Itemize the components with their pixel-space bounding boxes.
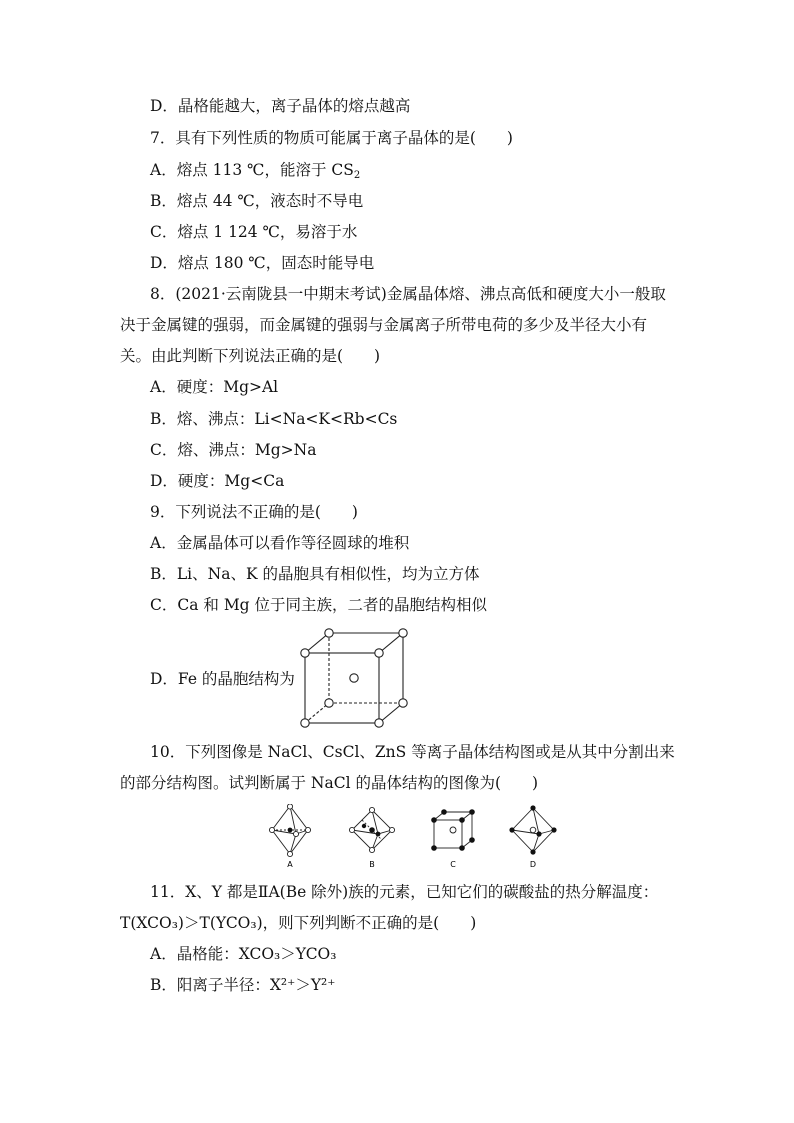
structure-figure-b (348, 804, 396, 870)
structure-figure-a (268, 804, 314, 870)
q11-option-a: A．晶格能：XCO₃＞YCO₃ (150, 945, 337, 963)
q9-option-d: D．Fe 的晶胞结构为 (150, 670, 295, 688)
q7-option-d: D．熔点 180 ℃，固态时能导电 (150, 254, 375, 272)
q8-stem-line3: 关。由此判断下列说法正确的是( ) (120, 347, 381, 365)
q8-option-a: A．硬度：Mg>Al (150, 378, 279, 396)
figure-label-b: B (369, 860, 375, 869)
q6-option-d: D．晶格能越大，离子晶体的熔点越高 (150, 97, 411, 115)
q11-stem-line1: 11．X、Y 都是ⅡA(Be 除外)族的元素，已知它们的碳酸盐的热分解温度： (150, 883, 659, 901)
figure-label-c: C (450, 860, 456, 869)
figure-label-a: A (287, 860, 293, 869)
q8-stem-line1: 8．(2021·云南陇县一中期末考试)金属晶体熔、沸点高低和硬度大小一般取 (150, 285, 666, 303)
q9-option-a: A．金属晶体可以看作等径圆球的堆积 (150, 534, 410, 552)
subscript: 2 (353, 170, 361, 181)
q7-option-b: B．熔点 44 ℃，液态时不导电 (150, 192, 364, 210)
q8-option-d: D．硬度：Mg<Ca (150, 472, 285, 490)
bcc-cube-figure (295, 625, 413, 733)
q8-option-b: B．熔、沸点：Li<Na<K<Rb<Cs (150, 410, 398, 428)
q9-stem: 9．下列说法不正确的是( ) (150, 503, 358, 521)
figure-label-d: D (529, 860, 537, 869)
q7-stem: 7．具有下列性质的物质可能属于离子晶体的是( ) (150, 129, 513, 147)
q9-option-b: B．Li、Na、K 的晶胞具有相似性，均为立方体 (150, 565, 480, 583)
q7-option-a (150, 160, 360, 186)
structure-figure-d (508, 804, 558, 870)
q7-option-c: C．熔点 1 124 ℃，易溶于水 (150, 223, 358, 241)
q7-option-a-text: A．熔点 113 ℃，能溶于 CS (150, 161, 354, 179)
q10-stem-line1: 10．下列图像是 NaCl、CsCl、ZnS 等离子晶体结构图或是从其中分割出来 (150, 743, 675, 761)
q10-stem-line2: 的部分结构图。试判断属于 NaCl 的晶体结构的图像为( ) (120, 774, 539, 792)
structure-figure-c (430, 806, 476, 870)
q11-stem-line2: T(XCO₃)＞T(YCO₃)，则下列判断不正确的是( ) (120, 914, 477, 932)
q8-stem-line2: 决于金属键的强弱，而金属键的强弱与金属离子所带电荷的多少及半径大小有 (120, 316, 648, 334)
q8-option-c: C．熔、沸点：Mg>Na (150, 441, 317, 459)
q9-option-c: C．Ca 和 Mg 位于同主族，二者的晶胞结构相似 (150, 596, 488, 614)
q11-option-b: B．阳离子半径：X²⁺＞Y²⁺ (150, 976, 336, 994)
